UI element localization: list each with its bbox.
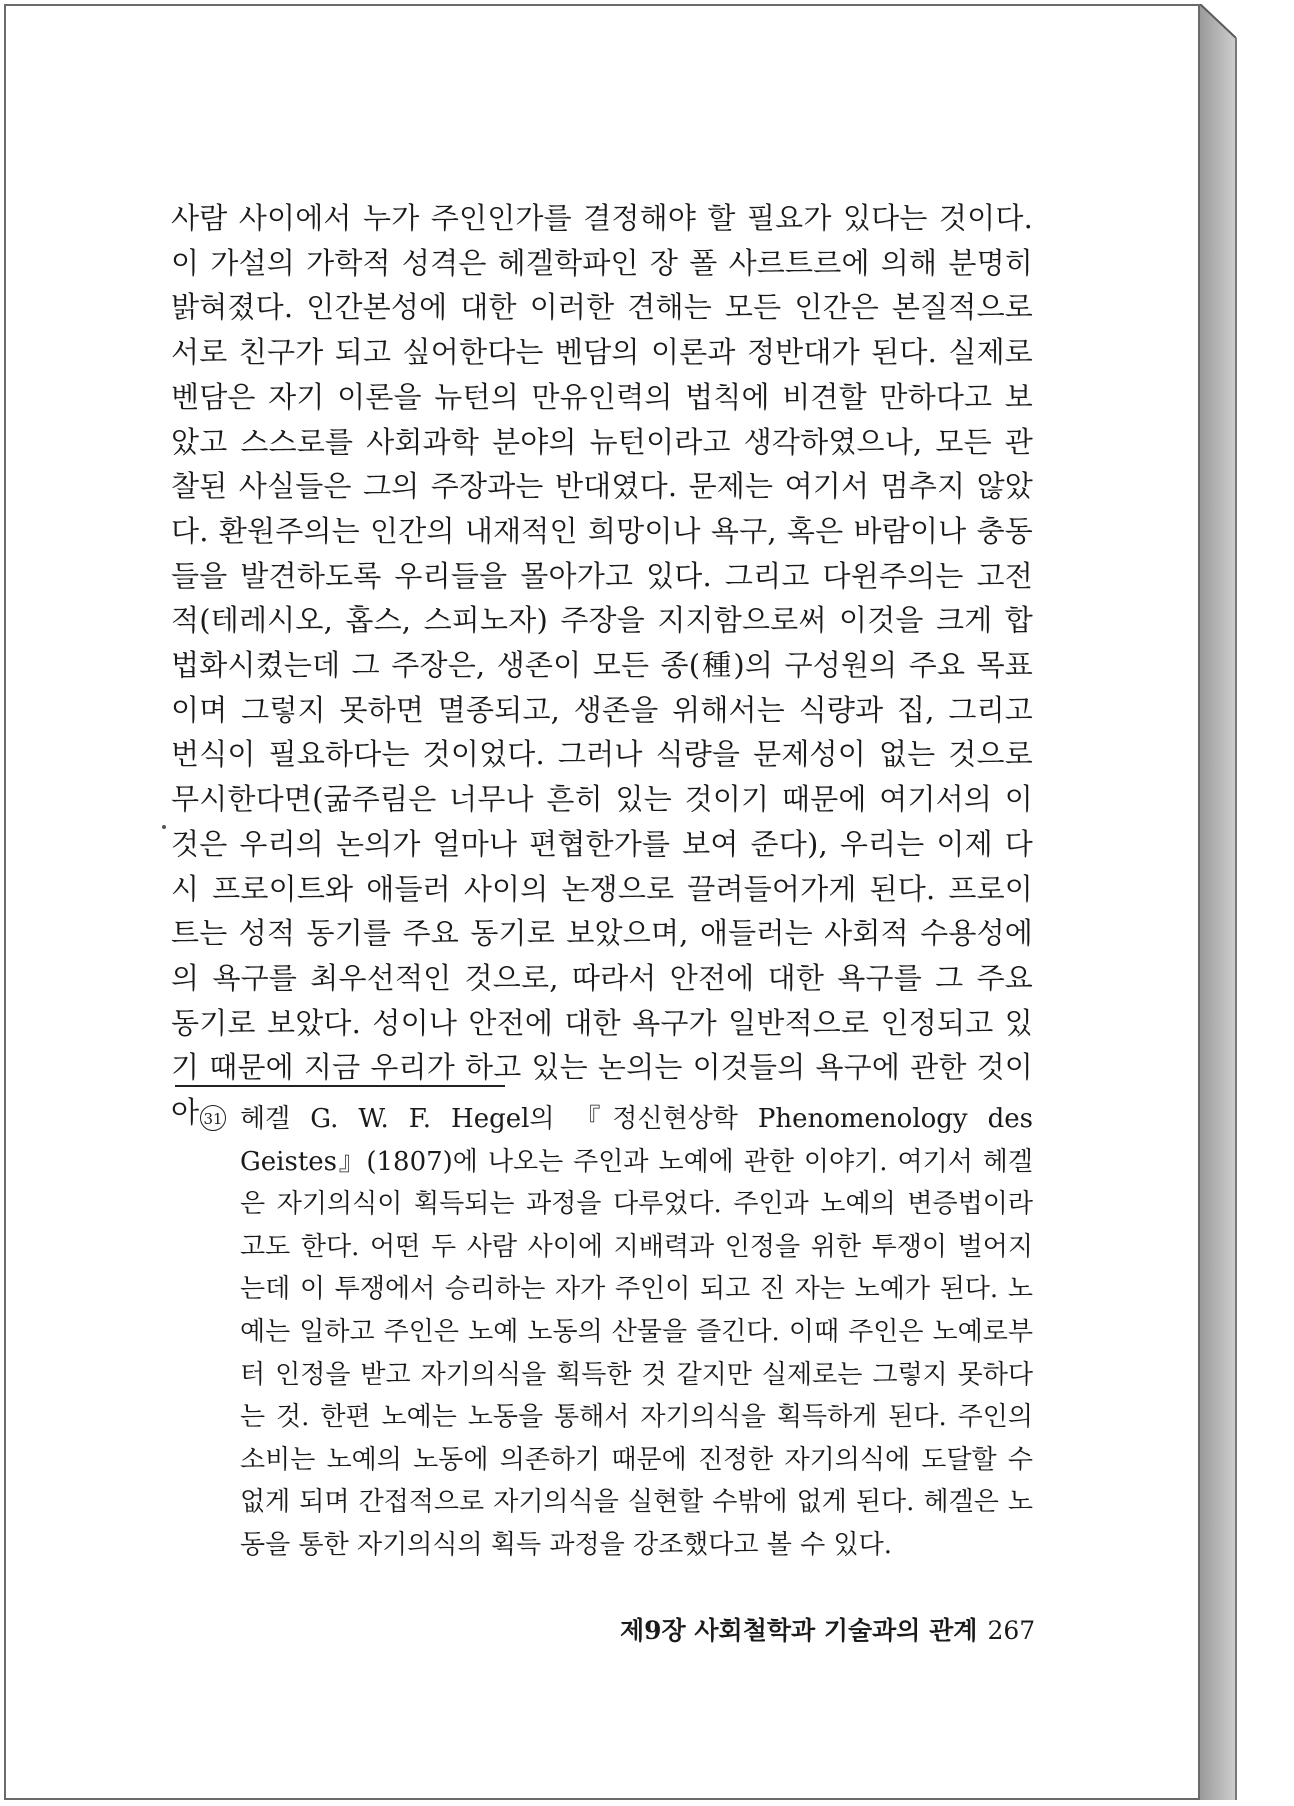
page-number: 267: [987, 1616, 1036, 1645]
running-footer: [620, 1611, 1100, 1647]
page-edge-shadow: [1200, 4, 1240, 1800]
footnote: [200, 1098, 1033, 1567]
footnote-divider: [175, 1085, 505, 1087]
body-paragraph: 사람 사이에서 누가 주인인가를 결정해야 할 필요가 있다는 것이다. 이 가설의 가학적 성격은 헤겔학파인 장 폴 사르트르에 의해 분명히 밝혀졌다. 인간본성에 대한 이러한 견해는 모든 인간은 본질적으로 서로 친구가 되고 싶어한다는 벤담의 이론과 정반대가 된다. 실제로 벤담은 자기 이론을 뉴턴의 만유인력의 법칙에 비견할 만하다고 보았고 스스로를 사회과학 분야의 뉴턴이라고 생각하였으나, 모든 관찰된 사실들은 그의 주장과는 반대였다. 문제는 여기서 멈추지 않았다. 환원주의는 인간의 내재적인 희망이나 욕구, 혹은 바람이나 충동들을 발견하도록 우리들을 몰아가고 있다. 그리고 다윈주의는 고전적(테레시오, 홉스, 스피노자) 주장을 지지함으로써 이것을 크게 합법화시켰는데 그 주장은, 생존이 모든 종(種)의 구성원의 주요 목표이며 그렇지 못하면 멸종되고, 생존을 위해서는 식량과 집, 그리고 번식이 필요하다는 것이었다. 그러나 식량을 문제성이 없는 것으로 무시한다면(굶주림은 너무나 흔히 있는 것이기 때문에 여기서의 이것은 우리의 논의가 얼마나 편협한가를 보여 준다), 우리는 이제 다시 프로이트와 애들러 사이의 논쟁으로 끌려들어가게 된다. 프로이트는 성적 동기를 주요 동기로 보았으며, 애들러는 사회적 수용성에의 욕구를 최우선적인 것으로, 따라서 안전에 대한 욕구를 그 주요 동기로 보았다. 성이나 안전에 대한 욕구가 일반적으로 인정되고 있기 때문에 지금 우리가 하고 있는 논의는 이것들의 욕구에 관한 것이 아: [171, 201, 1033, 1130]
margin-mark: [162, 825, 166, 829]
chapter-title: 제9장 사회철학과 기술과의 관계: [620, 1616, 978, 1645]
footnote-marker: 31: [200, 1105, 226, 1131]
footnote-number-circle-icon: [200, 1098, 240, 1567]
footnote-text: 헤겔 G. W. F. Hegel의 『정신현상학 Phenomenology des Geistes』(1807)에 나오는 주인과 노예에 관한 이야기. 여기서 헤겔은 자기의식이 획득되는 과정을 다루었다. 주인과 노예의 변증법이라고도 한다. 어떤 두 사람 사이에 지배력과 인정을 위한 투쟁이 벌어지는데 이 투쟁에서 승리하는 자가 주인이 되고 진 자는 노예가 된다. 노예는 일하고 주인은 노예 노동의 산물을 즐긴다. 이때 주인은 노예로부터 인정을 받고 자기의식을 획득한 것 같지만 실제로는 그렇지 못하다는 것. 한편 노예는 노동을 통해서 자기의식을 획득하게 된다. 주인의 소비는 노예의 노동에 의존하기 때문에 진정한 자기의식에 도달할 수 없게 되며 간접적으로 자기의식을 실현할 수밖에 없게 된다. 헤겔은 노동을 통한 자기의식의 획득 과정을 강조했다고 볼 수 있다.: [240, 1104, 1033, 1560]
